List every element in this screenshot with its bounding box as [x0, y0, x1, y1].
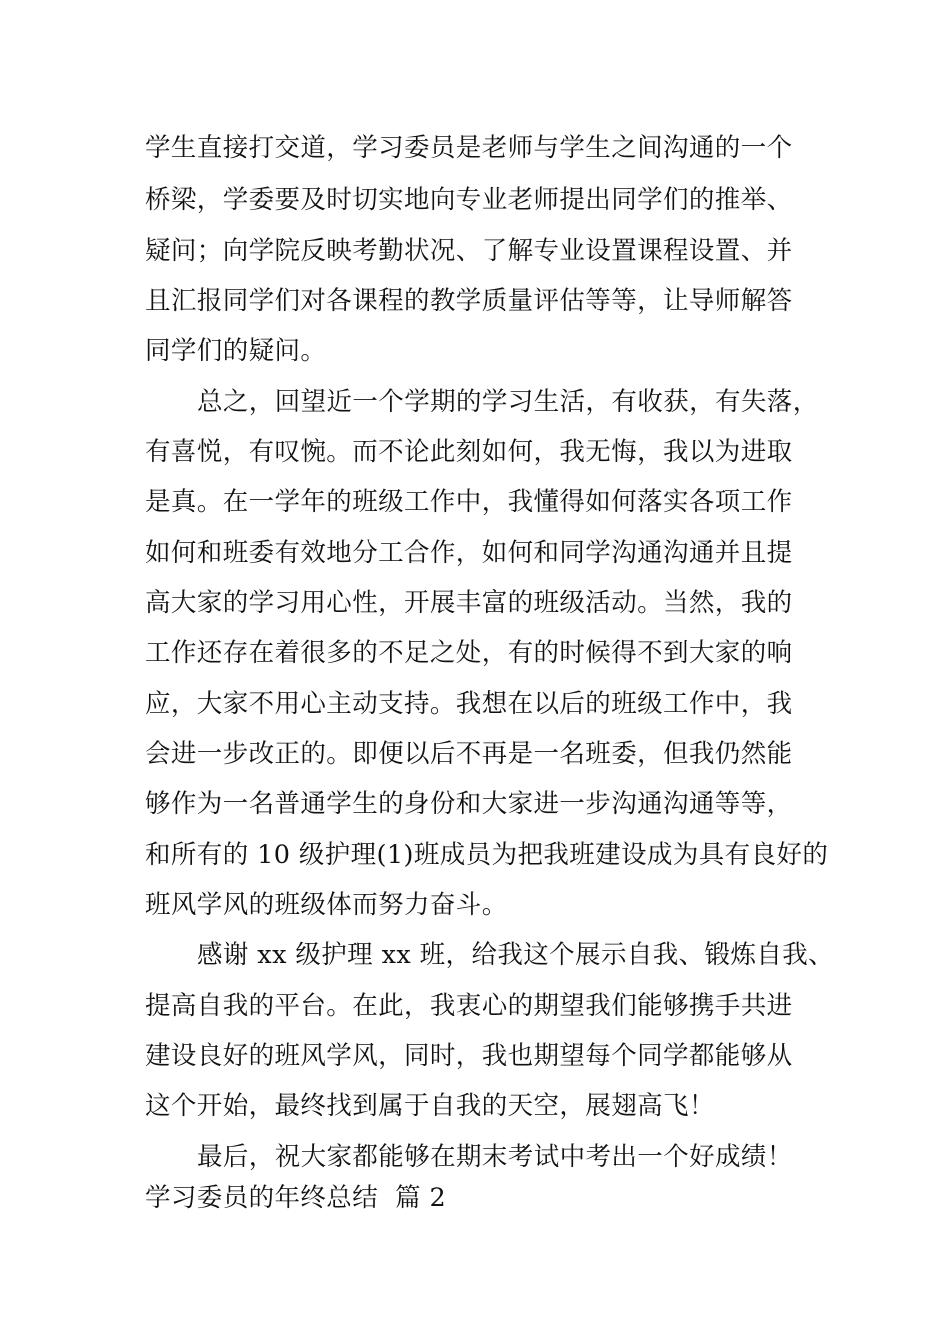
text-line: 最后，祝大家都能够在期末考试中考出一个好成绩！	[197, 1142, 793, 1172]
text-line: 高大家的学习用心性，开展丰富的班级活动。当然，我的	[145, 588, 793, 618]
text-line: 提高自我的平台。在此，我衷心的期望我们能够携手共进	[145, 991, 793, 1021]
text-line: 感谢 xx 级护理 xx 班，给我这个展示自我、锻炼自我、	[197, 940, 835, 970]
text-line: 应，大家不用心主动支持。我想在以后的班级工作中，我	[145, 689, 793, 719]
text-line: 总之，回望近一个学期的学习生活，有收获，有失落，	[197, 387, 819, 417]
text-line: 学生直接打交道，学习委员是老师与学生之间沟通的一个	[145, 133, 793, 163]
text-line: 会进一步改正的。即便以后不再是一名班委，但我仍然能	[145, 739, 793, 769]
text-line: 如何和班委有效地分工合作，如何和同学沟通沟通并且提	[145, 538, 793, 568]
text-line: 疑问；向学院反映考勤状况、了解专业设置课程设置、并	[145, 236, 793, 266]
section-heading: 学习委员的年终总结 篇 2	[145, 1183, 447, 1213]
text-line: 这个开始，最终找到属于自我的天空，展翅高飞！	[145, 1091, 715, 1121]
text-line: 建设良好的班风学风，同时，我也期望每个同学都能够从	[145, 1041, 793, 1071]
text-line: 是真。在一学年的班级工作中，我懂得如何落实各项工作	[145, 487, 793, 517]
text-line: 同学们的疑问。	[145, 336, 327, 366]
text-line: 有喜悦，有叹惋。而不论此刻如何，我无悔，我以为进取	[145, 437, 793, 467]
text-line: 和所有的 10 级护理(1)班成员为把我班建设成为具有良好的	[145, 840, 829, 870]
text-line: 工作还存在着很多的不足之处，有的时候得不到大家的响	[145, 638, 793, 668]
text-line: 且汇报同学们对各课程的教学质量评估等等，让导师解答	[145, 286, 793, 316]
text-line: 桥梁，学委要及时切实地向专业老师提出同学们的推举、	[145, 185, 793, 215]
text-line: 够作为一名普通学生的身份和大家进一步沟通沟通等等，	[145, 789, 793, 819]
text-line: 班风学风的班级体而努力奋斗。	[145, 890, 508, 920]
